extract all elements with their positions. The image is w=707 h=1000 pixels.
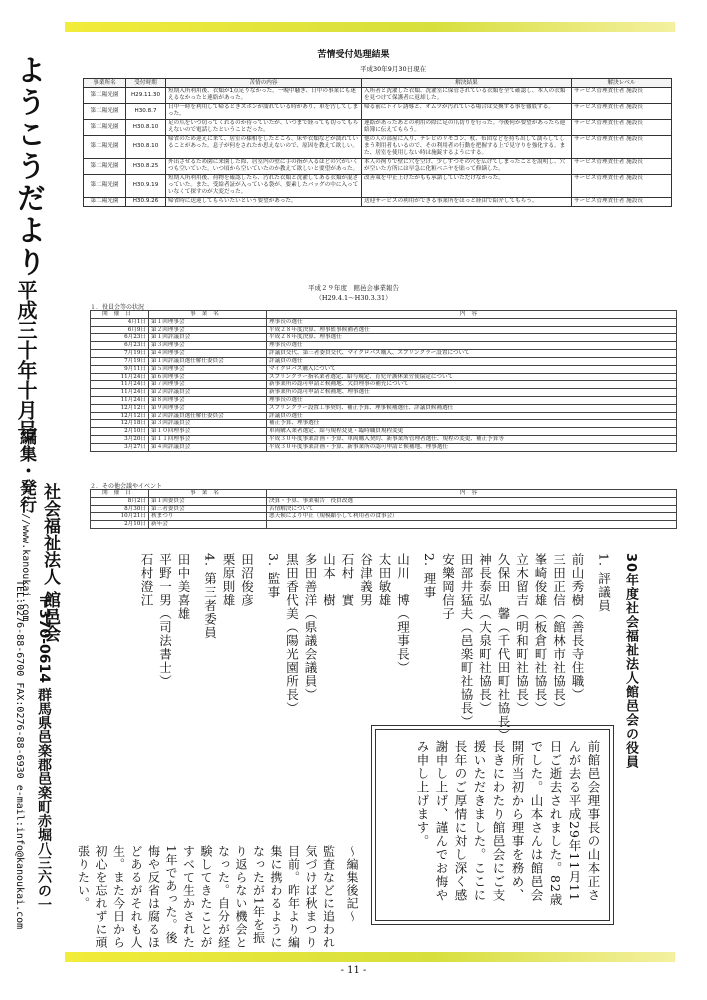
- table-row: [84, 103, 672, 119]
- officer-name: 前山秀樹（善長寺住職）: [570, 553, 585, 702]
- editor-note-heading: ～編集後記～: [345, 845, 359, 923]
- table-cell: 第二陽光園: [84, 174, 126, 197]
- table-cell: 平成２８年度決算、理事監事候補者選任: [267, 326, 677, 334]
- table-cell: 帰る前にトイレ誘導と、オムツが汚れている場合は交換する事を徹底する。: [362, 103, 572, 119]
- table-cell: 12月18日: [91, 420, 149, 428]
- table-row: [91, 513, 677, 521]
- table-cell: 12月12日: [91, 404, 149, 412]
- table-cell: 理事長の選任: [267, 396, 677, 404]
- table-row: [91, 412, 677, 420]
- table-cell: スプリンクラー設置工事契約、補正予算、理事候補選任、評議員候補選任: [267, 404, 677, 412]
- table-cell: 12月12日: [91, 412, 149, 420]
- table-cell: 足の爪をいつ切ってくれるのか待っていたが、いつまで経っても切ってもらえないので電話したということだった。: [166, 119, 362, 135]
- table-cell: 11月24日: [91, 381, 149, 389]
- section-meetings-label: １．役員会等の状況: [90, 304, 145, 311]
- table-row: [91, 334, 677, 342]
- website-url[interactable]: http://www.kanoukai.com: [20, 483, 31, 622]
- table-row: [91, 373, 677, 381]
- table-cell: 10月21日: [91, 513, 149, 521]
- officer-group-label: 4. 第三者委員: [202, 553, 218, 640]
- table-cell: 悪天候により中止（規模縮小して利用者の食事会）: [267, 513, 677, 521]
- officer-name: 立木留吉（明和町社協長）: [514, 553, 530, 715]
- table-cell: 第６回理事会: [149, 373, 267, 381]
- table-row: [91, 428, 677, 436]
- table-cell: 第５回理事会: [149, 365, 267, 373]
- officer-group-label: 3. 監事: [266, 553, 281, 599]
- column-header: 解決レベル: [572, 79, 672, 88]
- table-cell: サービス管理責任者 施設長: [572, 119, 672, 135]
- table-cell: 苦情解決について: [267, 505, 677, 513]
- table-row: [84, 158, 672, 174]
- column-header: 事業名: [149, 311, 267, 319]
- page-number: - 11 -: [340, 965, 367, 976]
- column-header: 開催日: [91, 311, 149, 319]
- officer-name: 栗原則雄: [221, 553, 236, 607]
- table-cell: 第１回理事会: [149, 318, 267, 326]
- table-cell: 第３回評議員会: [149, 420, 267, 428]
- table-cell: 平成３０年度事業計画・予算、車両購入契約、新事業所管理者選任、規程の変更、補正予算等: [267, 436, 677, 444]
- table-cell: H30.8.7: [126, 103, 166, 119]
- table-cell: 第二陽光園: [84, 119, 126, 135]
- table-cell: H30.8.10: [126, 119, 166, 135]
- table-cell: 補正予算、理事選任: [267, 420, 677, 428]
- table-cell: 第２回理事会: [149, 326, 267, 334]
- table-cell: 外出させるため園に来園した際、居室内の壁に手の指が入るほどの穴がいくつも空いていた。いつ頃から空いていたのか教えて欲しいと要望があった。: [166, 158, 362, 174]
- table-cell: 新年会: [149, 521, 267, 529]
- table-cell: H30.8.10: [126, 135, 166, 158]
- table-cell: スプリンクラー指名業者選定、給与規定、育児介護休業労使協定について: [267, 373, 677, 381]
- complaints-table: [83, 78, 672, 207]
- table-cell: 11月24日: [91, 396, 149, 404]
- officer-group-label: 2. 理事: [422, 553, 437, 599]
- table-cell: 短期入所利用後、荷物を確認したら、汚れた衣類と洗濯してある衣類が混ざっていた。また、受給者証が入っている袋が、要素したバッグの中に入っていなくて探すのが大変だった。: [166, 174, 362, 197]
- table-row: [91, 404, 677, 412]
- table-cell: 4月1日: [91, 318, 149, 326]
- publisher-label: 編集・発行: [16, 428, 36, 513]
- table-row: [84, 119, 672, 135]
- table-cell: 第１回評議員会: [149, 334, 267, 342]
- officer-name: 山本 樹: [321, 553, 337, 607]
- table-row: [84, 87, 672, 103]
- officer-name: 谷津義男: [358, 553, 374, 607]
- table-row: [91, 396, 677, 404]
- table-cell: 秋まつり: [149, 513, 267, 521]
- table-cell: 評議員の選任: [267, 357, 677, 365]
- table-cell: 平成３０年度事業計画・予算、新事業所の認可申請と候補地、理事選任: [267, 443, 677, 451]
- top-color-band: [65, 22, 675, 32]
- column-header: 解決結果: [362, 79, 572, 88]
- table-cell: 連絡があったあとの利用の際に足の爪切りを行った。今後何か要望があったら連絡簿に伝えてもらう。: [362, 119, 572, 135]
- table-cell: サービス管理責任者 施設長: [572, 135, 672, 158]
- officer-name: 石村 實: [340, 553, 355, 607]
- table-cell: 3月27日: [91, 443, 149, 451]
- report-period: （H29.4.1～H30.3.31）: [315, 294, 392, 302]
- table-cell: 評議員の選任: [267, 412, 677, 420]
- table-cell: 第３回理事会: [149, 342, 267, 350]
- table-row: [91, 389, 677, 397]
- table-cell: 理事長の選任: [267, 342, 677, 350]
- table-cell: [267, 521, 677, 529]
- table-cell: 第二陽光園: [84, 197, 126, 206]
- table-row: [91, 420, 677, 428]
- table-cell: H30.9.26: [126, 197, 166, 206]
- table-cell: マイクロバス購入について: [267, 365, 677, 373]
- table-cell: サービス管理責任者 施設長: [572, 174, 672, 197]
- complaints-as-of: 平成30年9月30日現在: [360, 65, 427, 73]
- officer-name: 田部井猛夫（邑楽町社協長）: [459, 553, 474, 729]
- column-header: 事業名: [149, 490, 267, 498]
- table-cell: 第１０回理事会: [149, 428, 267, 436]
- table-row: [91, 326, 677, 334]
- report-title: 平成２９年度 館邑会事業報告: [308, 284, 399, 292]
- table-cell: 第２回評議員会: [149, 389, 267, 397]
- table-cell: 第９回理事会: [149, 404, 267, 412]
- column-header: 事業所名: [84, 79, 126, 88]
- table-cell: H29.11.30: [126, 87, 166, 103]
- officer-name: 峯崎俊雄（板倉町社協長）: [533, 553, 548, 715]
- column-header: 開催日: [91, 490, 149, 498]
- newsletter-title: ようこうだより: [13, 55, 47, 279]
- column-header: 内容: [267, 490, 677, 498]
- table-cell: 第４回評議員会: [149, 443, 267, 451]
- table-cell: 送迎サービスの利用ができる事業所をほっと経由で紹介してもらう。: [362, 197, 572, 206]
- table-cell: 理事長の選任: [267, 318, 677, 326]
- table-cell: 車両購入業者選定、給与規程変更・臨時職員規程変更: [267, 428, 677, 436]
- table-cell: 9月11日: [91, 365, 149, 373]
- table-cell: サービス管理責任者 施設長: [572, 87, 672, 103]
- officer-name: 石村澄江: [139, 553, 154, 607]
- officer-name: 黒田香代美（陽光園所長）: [284, 553, 300, 715]
- table-cell: H30.9.19: [126, 174, 166, 197]
- table-row: [91, 350, 677, 358]
- officer-name: 太田敏雄: [377, 553, 392, 607]
- table-row: [84, 135, 672, 158]
- table-cell: 帰省時に送迎してもらいたいという要望があった。: [166, 197, 362, 206]
- table-cell: 第二陽光園: [84, 87, 126, 103]
- table-row: [91, 443, 677, 451]
- officer-name: 三田正信（館林市社協長）: [551, 553, 567, 715]
- table-cell: 第二陽光園: [84, 158, 126, 174]
- table-row: [84, 197, 672, 206]
- table-row: [91, 365, 677, 373]
- table-cell: 他の人の部屋に入り、テレビのリモコン、杖、布団などを持ち出して濡らしてしまう利用者もいるので、その利用者の行動を把握する上で見守りを強化する。また、居室を使用しない時は施錠するようにする。: [362, 135, 572, 158]
- table-cell: 第２回評議員選任解任委員会: [149, 412, 267, 420]
- contact-info: TEL:0276-88-6700 FAX:0276-88-6930 e-mail:info@kanoukai.com: [14, 580, 25, 930]
- table-cell: 第三者委員会: [149, 505, 267, 513]
- officer-name: 田中美喜雄: [176, 553, 191, 621]
- table-cell: 帰省のため迎えに来て、居室の様相をしたところ、床や衣類などが濡れていることがあった。息子が何をされたか思えないので、原因を教えて欲しい。: [166, 135, 362, 158]
- table-cell: 新事業所の認可申請と候補地、理事選任: [267, 389, 677, 397]
- organization-name: 社会福祉法人 館邑会: [40, 483, 60, 642]
- memorial-box: [371, 725, 614, 925]
- table-cell: 日中一時を利用して帰るときズボンが濡れている時があり、車を汚してしまった。: [166, 103, 362, 119]
- column-header: 内容: [267, 311, 677, 319]
- table-cell: 第４回理事会: [149, 350, 267, 358]
- table-cell: 11月24日: [91, 373, 149, 381]
- table-cell: 6月9日: [91, 326, 149, 334]
- officer-name: 山川 博（理事長）: [395, 553, 411, 675]
- table-cell: 平成２８年度決算、理事選任: [267, 334, 677, 342]
- section-events-label: ２．その他会議やイベント: [90, 483, 163, 490]
- table-row: [91, 521, 677, 529]
- officers-heading: 30年度社会福祉法人館邑会の役員: [623, 553, 638, 770]
- table-cell: 3月20日: [91, 436, 149, 444]
- table-cell: 6月23日: [91, 334, 149, 342]
- table-cell: 本人の拘りで壁に穴を空け、少しずつその穴を広げてしまったことを説明し、穴が空いた方所には早急に化粧ベニヤを貼って修繕した。: [362, 158, 572, 174]
- table-cell: サービス管理責任者 施設長: [572, 103, 672, 119]
- table-cell: 8月30日: [91, 505, 149, 513]
- table-cell: 第８回理事会: [149, 396, 267, 404]
- table-cell: 2月10日: [91, 428, 149, 436]
- memorial-text: 前館邑会理事長の山本正さんが去る平成29年11月11日ご逝去されました。82歳でした。山本さんは館邑会開所当初から理事を務め、長きにわたり館邑会にご支援いただきました。ここに長年のご厚情に対し深く感謝申し上げ、謹んでお悔やみ申し上げます。: [375, 729, 610, 921]
- table-cell: 7月19日: [91, 350, 149, 358]
- table-row: [91, 505, 677, 513]
- table-cell: 7月19日: [91, 357, 149, 365]
- issue-date: 平成三十年十月号: [14, 280, 38, 440]
- table-cell: 11月24日: [91, 389, 149, 397]
- table-cell: 新事業所の認可申請と候補地、欠員理事の補充について: [267, 381, 677, 389]
- officer-name: 田沼俊彦: [239, 553, 255, 607]
- table-row: [84, 174, 672, 197]
- bottom-color-band: [65, 952, 675, 962]
- events-table: [90, 489, 677, 529]
- table-cell: 第１回評議員選任解任委員会: [149, 357, 267, 365]
- officer-name: 神長泰弘（大泉町社協長）: [477, 553, 493, 715]
- table-cell: 決算・予算、事業報告 役員改選: [267, 497, 677, 505]
- table-cell: 評議員交代、第三者委員交代、マイクロバス購入、スプリンクラー設置について: [267, 350, 677, 358]
- table-cell: 入所者と洗濯した衣類、洗濯室に保管されている衣類を全て確認し、本人の衣類を見つけて保護者に返却した。: [362, 87, 572, 103]
- table-cell: サービス管理責任者 施設長: [572, 158, 672, 174]
- editor-note: [76, 845, 360, 949]
- table-row: [91, 357, 677, 365]
- table-cell: 6月23日: [91, 342, 149, 350]
- editor-note-body: 監査などに追われ気づけば秋まつり目前。昨年より編集に携わるようになったが1年を振り返らない機会となった。自分が経験してきたことがすべて生かされた1年であった。後悔や反省は腐るほどあるがそれも人生。また今日から初心を忘れずに頑張りたい。: [76, 845, 336, 949]
- table-cell: 2月10日: [91, 521, 149, 529]
- table-cell: サービス管理責任者 施設長: [572, 197, 672, 206]
- table-row: [91, 342, 677, 350]
- address: 〒370-0614 群馬県邑楽郡邑楽町赤堀八三六の一: [36, 595, 52, 912]
- officer-name: 平野一男（司法書士）: [157, 553, 173, 688]
- table-cell: 改善策を中止上げたがもも承諾していただけなかった。: [362, 174, 572, 197]
- officer-name: 安樂岡信子: [440, 553, 456, 621]
- table-cell: 第１１回理事会: [149, 436, 267, 444]
- complaints-title: 苦情受付処理結果: [317, 50, 390, 60]
- table-cell: 第１回委員会: [149, 497, 267, 505]
- table-row: [91, 436, 677, 444]
- table-cell: 短期入所利用後、衣類が1点足りなかった。一晩中騒ぎ、日中の事業にも迷えるなかったと連絡があった。: [166, 87, 362, 103]
- table-cell: 第二陽光園: [84, 103, 126, 119]
- officer-name: 多田善洋（県議会議員）: [303, 553, 318, 702]
- table-cell: H30.8.25: [126, 158, 166, 174]
- table-cell: 第二陽光園: [84, 135, 126, 158]
- table-row: [91, 381, 677, 389]
- column-header: 苦情の内容: [166, 79, 362, 88]
- table-row: [91, 497, 677, 505]
- table-cell: 8月2日: [91, 497, 149, 505]
- officer-group-label: 1. 評議員: [596, 553, 612, 613]
- table-row: [91, 318, 677, 326]
- meetings-table: [90, 310, 677, 452]
- officer-name: 久保田 馨（千代田町社協長）: [496, 553, 511, 742]
- column-header: 受付時期: [126, 79, 166, 88]
- table-cell: 第７回理事会: [149, 381, 267, 389]
